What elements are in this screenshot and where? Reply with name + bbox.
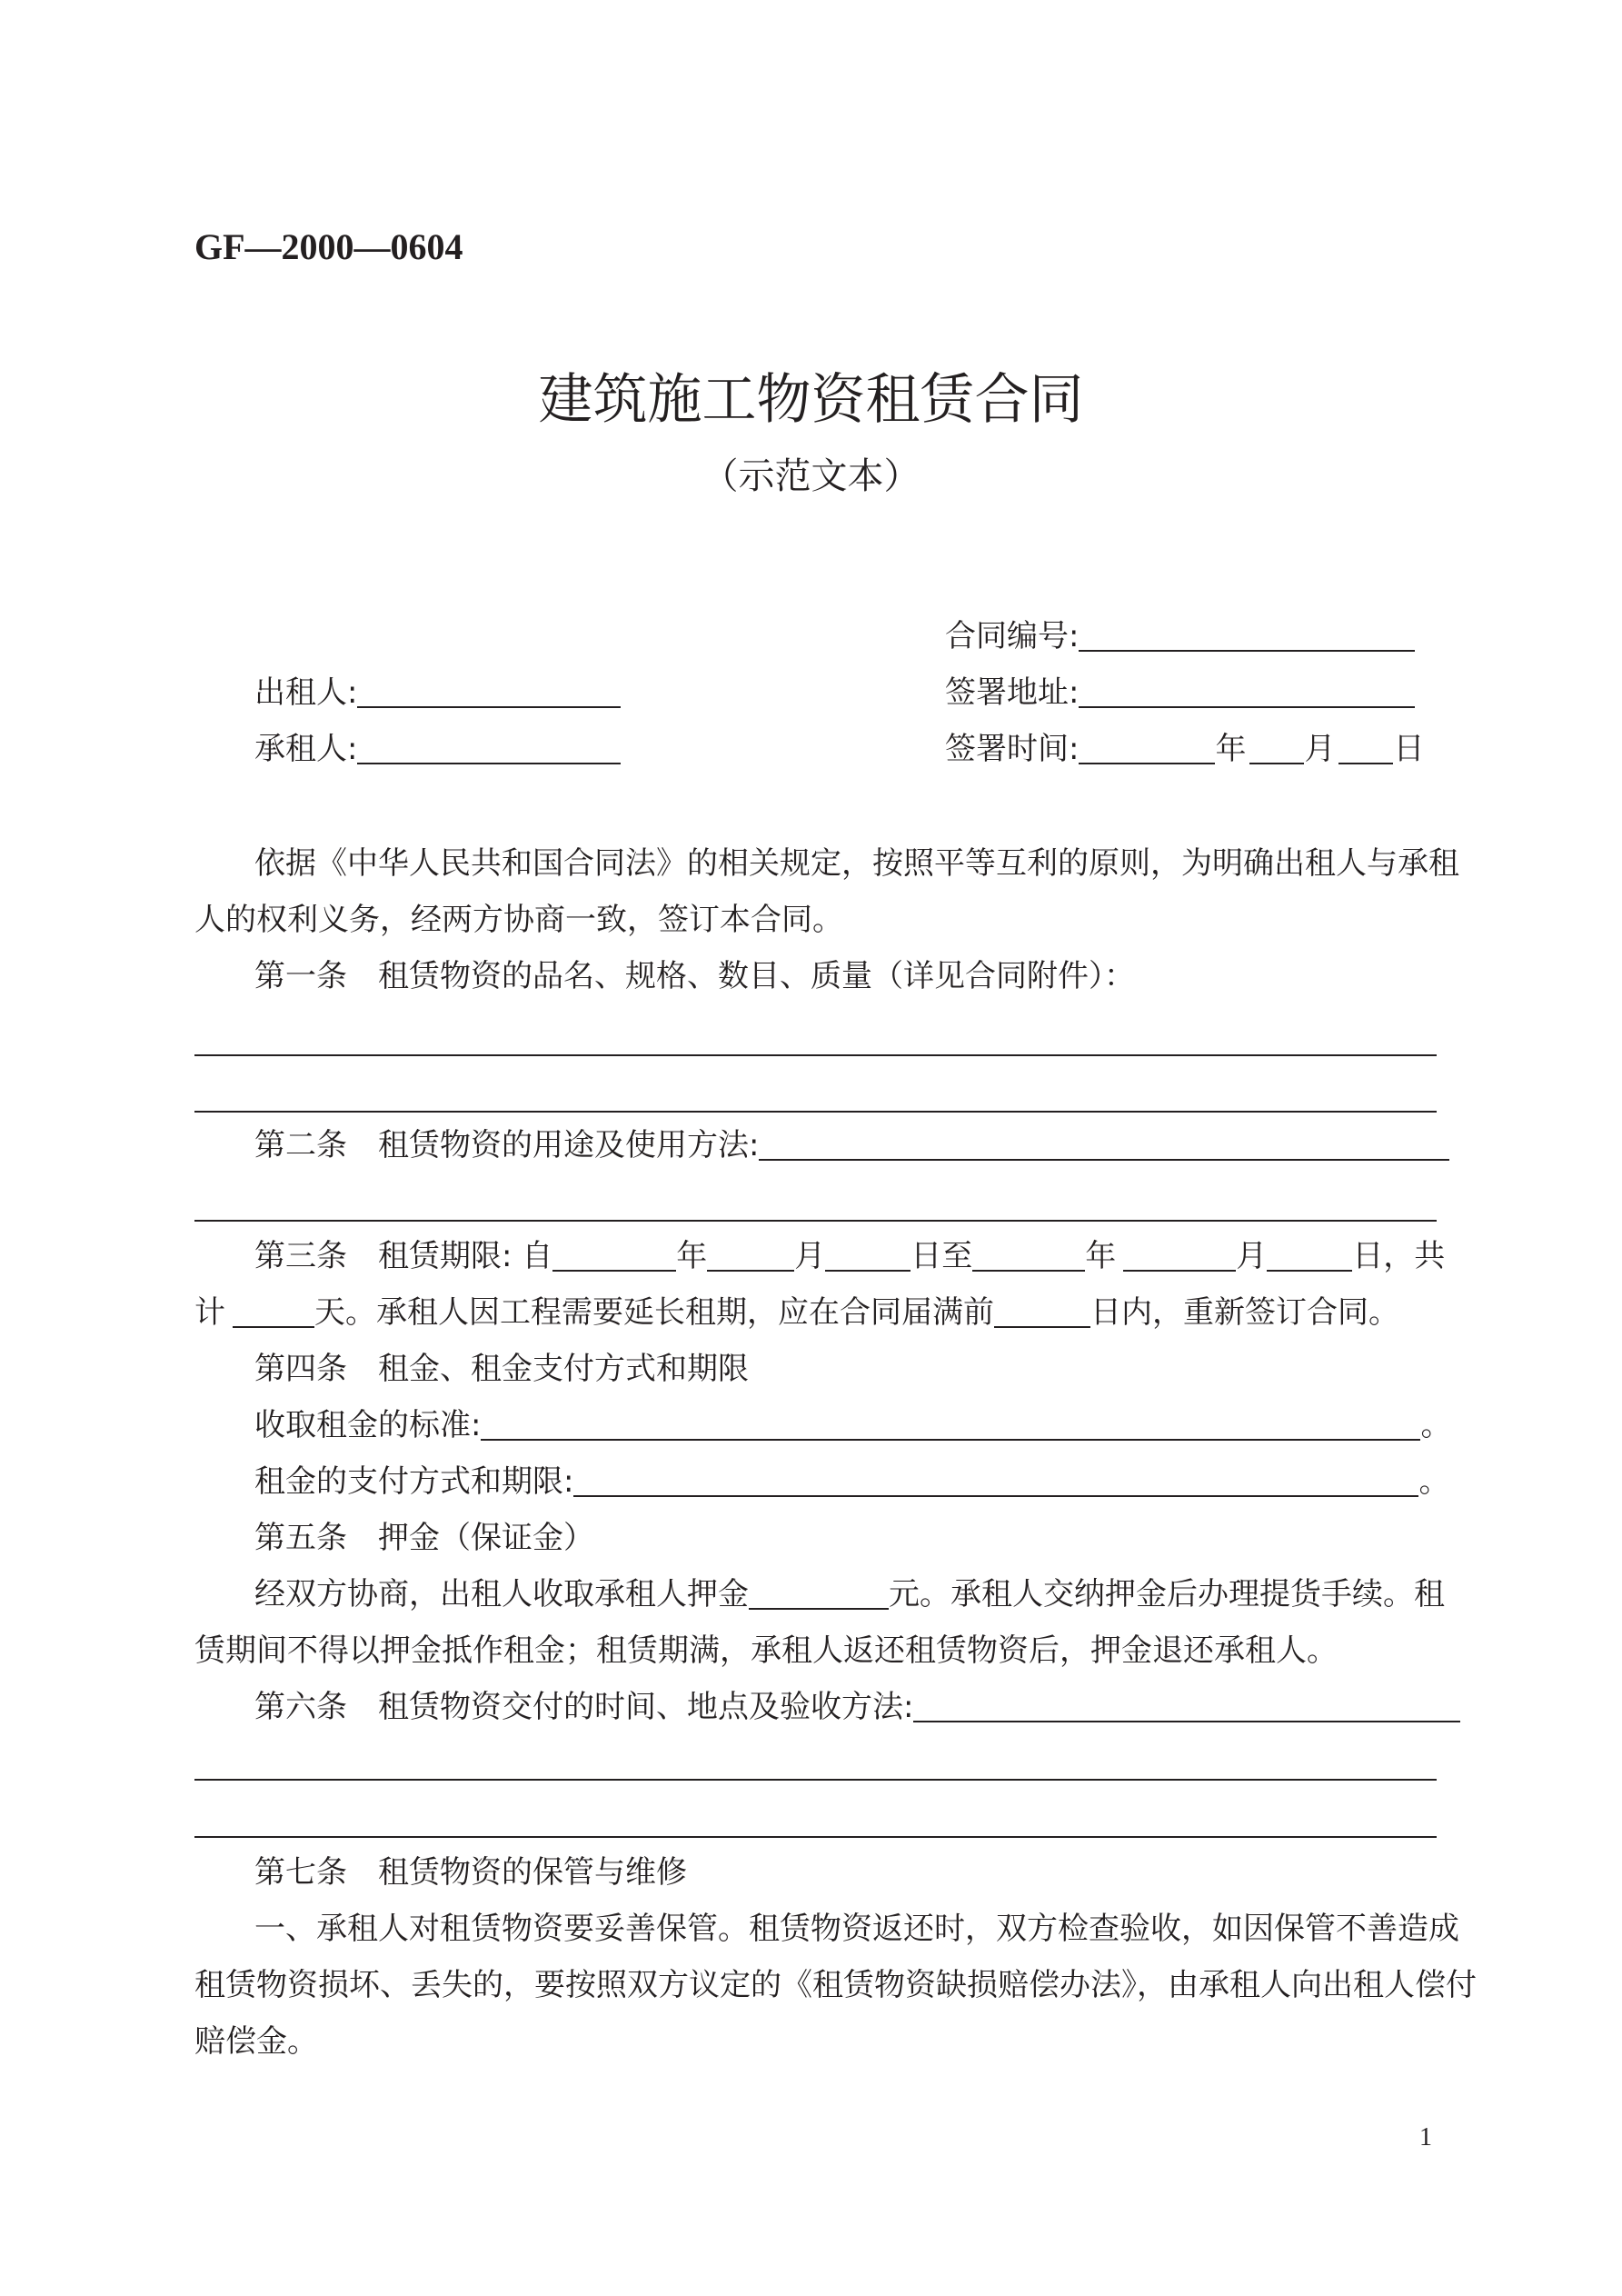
article-5-line-2: 赁期间不得以押金抵作租金；租赁期满，承租人返还租赁物资后，押金退还承租人。: [194, 1632, 1338, 1669]
preamble-line-1: 依据《中华人民共和国合同法》的相关规定，按照平等互利的原则，为明确出租人与承租: [254, 845, 1459, 882]
page-number: 1: [1419, 2123, 1432, 2151]
period: 。: [1420, 1407, 1452, 1443]
article-1-blank-line-1[interactable]: [194, 1054, 1437, 1056]
article-7-line-3: 赔偿金。: [194, 2023, 318, 2060]
sign-time-field: [945, 731, 1424, 767]
article-2-blank-line[interactable]: [194, 1220, 1437, 1222]
article-2-field: [254, 1127, 1449, 1163]
total-days-blank[interactable]: [233, 1297, 314, 1328]
lessor-field: [254, 674, 621, 711]
rent-standard-blank[interactable]: [481, 1410, 1420, 1441]
article-1-heading: 第一条 租赁物资的品名、规格、数目、质量（详见合同附件）：: [254, 958, 1135, 994]
rent-payment-field: [254, 1463, 1449, 1500]
sign-place-blank[interactable]: [1079, 677, 1415, 708]
article-6-blank-line-2[interactable]: [194, 1836, 1437, 1838]
lessee-blank[interactable]: [357, 734, 621, 764]
sign-month-blank[interactable]: [1249, 734, 1304, 764]
end-month-blank[interactable]: [1123, 1241, 1236, 1272]
lessee-field: [254, 731, 621, 767]
article-3-line-1: [254, 1238, 1445, 1274]
start-month-label: 月: [794, 1238, 826, 1274]
contract-number-field: [945, 618, 1415, 654]
lessor-label: 出租人:: [254, 674, 358, 711]
end-day-label: 日，共: [1352, 1238, 1446, 1274]
sign-day-blank[interactable]: [1338, 734, 1393, 764]
end-year-label: 年: [1085, 1238, 1117, 1274]
article-7-line-1: 一、承租人对租赁物资要妥善保管。租赁物资返还时，双方检查验收，如因保管不善造成: [254, 1911, 1459, 1947]
lessor-blank[interactable]: [357, 677, 621, 708]
period: 。: [1418, 1463, 1450, 1500]
year-label: 年: [1215, 731, 1247, 767]
article-2-blank[interactable]: [759, 1130, 1449, 1161]
sign-time-label: 签署时间:: [945, 731, 1080, 767]
end-year-blank[interactable]: [972, 1241, 1085, 1272]
document-code: GF—2000—0604: [194, 226, 463, 267]
article-6-field: [254, 1689, 1460, 1725]
deposit-text: 经双方协商，出租人收取承租人押金: [254, 1576, 749, 1612]
deposit-amount-blank[interactable]: [749, 1579, 889, 1610]
article-5-line-1: [254, 1576, 1445, 1612]
article-5-heading: 第五条 押金（保证金）: [254, 1520, 594, 1556]
contract-number-blank[interactable]: [1079, 621, 1415, 652]
sign-place-label: 签署地址:: [945, 674, 1080, 711]
end-month-label: 月: [1236, 1238, 1268, 1274]
total-label: 计: [194, 1294, 225, 1331]
sign-place-field: [945, 674, 1415, 711]
article-7-line-2: 租赁物资损坏、丢失的，要按照双方议定的《租赁物资缺损赔偿办法》，由承租人向出租人偿付: [194, 1967, 1477, 2003]
article-1-blank-line-2[interactable]: [194, 1111, 1437, 1113]
contract-number-label: 合同编号:: [945, 618, 1080, 654]
article-6-blank-line-1[interactable]: [194, 1779, 1437, 1781]
end-day-blank[interactable]: [1267, 1241, 1352, 1272]
rent-payment-blank[interactable]: [573, 1466, 1418, 1497]
rent-payment-label: 租金的支付方式和期限:: [254, 1463, 574, 1500]
article-3-prefix: 第三条 租赁期限: 自: [254, 1238, 553, 1274]
article-6-heading: 第六条 租赁物资交付的时间、地点及验收方法:: [254, 1689, 914, 1725]
article-4-heading: 第四条 租金、租金支付方式和期限: [254, 1351, 749, 1387]
month-label: 月: [1304, 731, 1336, 767]
article-6-blank[interactable]: [913, 1692, 1460, 1722]
start-day-blank[interactable]: [825, 1241, 911, 1272]
start-month-blank[interactable]: [707, 1241, 794, 1272]
article-3-line-2: [194, 1294, 1399, 1331]
rent-standard-label: 收取租金的标准:: [254, 1407, 482, 1443]
article-3-extension-text: 天。承租人因工程需要延长租期，应在合同届满前: [314, 1294, 994, 1331]
renewal-days-blank[interactable]: [994, 1297, 1090, 1328]
start-day-label: 日至: [911, 1238, 973, 1274]
start-year-label: 年: [676, 1238, 708, 1274]
article-7-heading: 第七条 租赁物资的保管与维修: [254, 1854, 687, 1891]
preamble-line-2: 人的权利义务，经两方协商一致，签订本合同。: [194, 902, 843, 938]
rent-standard-field: [254, 1407, 1451, 1443]
start-year-blank[interactable]: [552, 1241, 676, 1272]
sign-year-blank[interactable]: [1079, 734, 1215, 764]
lessee-label: 承租人:: [254, 731, 358, 767]
article-3-suffix: 日内，重新签订合同。: [1090, 1294, 1399, 1331]
document-title: 建筑施工物资租赁合同: [538, 368, 1084, 432]
document-subtitle: （示范文本）: [702, 455, 920, 497]
article-2-heading: 第二条 租赁物资的用途及使用方法:: [254, 1127, 760, 1163]
deposit-suffix: 元。承租人交纳押金后办理提货手续。租: [889, 1576, 1445, 1612]
day-label: 日: [1393, 731, 1425, 767]
